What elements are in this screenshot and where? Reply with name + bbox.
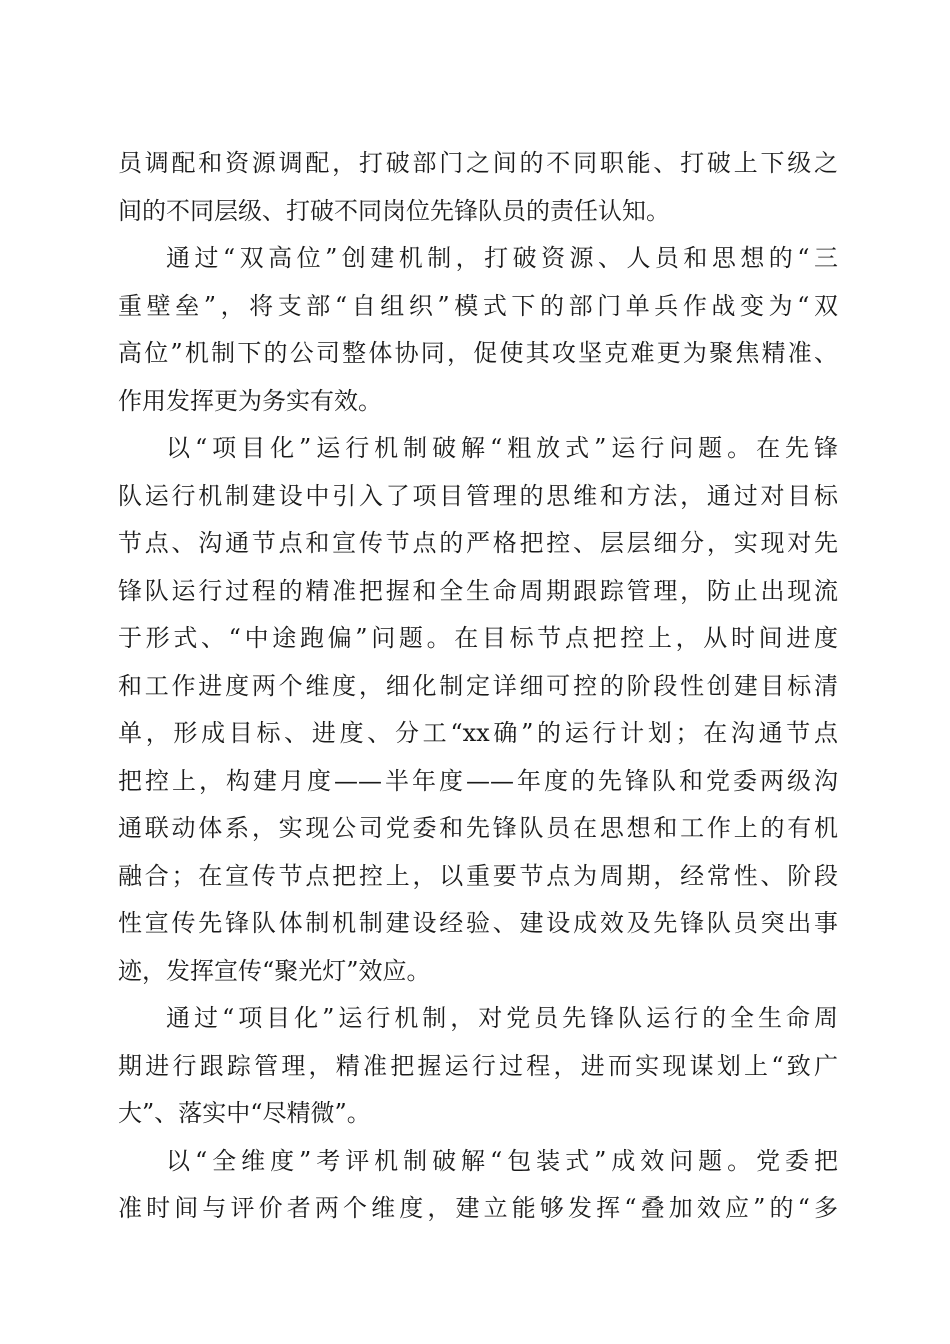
paragraph-1 xyxy=(118,140,838,235)
text-line: 锋队运行过程的精准把握和全生命周期跟踪管理，防止出现流 xyxy=(118,576,838,605)
text-line: 间的不同层级、打破不同岗位先锋队员的责任认知。 xyxy=(118,196,670,225)
document-body xyxy=(118,140,838,1233)
text-line: 迹，发挥宣传“聚光灯”效应。 xyxy=(118,956,431,985)
text-line: 于形式、“中途跑偏”问题。在目标节点把控上，从时间进度 xyxy=(118,624,838,652)
text-line: 节点、沟通节点和宣传节点的严格把控、层层细分，实现对先 xyxy=(118,529,838,557)
paragraph-5 xyxy=(118,1138,838,1233)
text-line: 和工作进度两个维度，细化制定详细可控的阶段性创建目标清 xyxy=(118,671,838,700)
text-line: 通过“双高位”创建机制，打破资源、人员和思想的“三 xyxy=(166,244,838,272)
text-line: 以“全维度”考评机制破解“包装式”成效问题。党委把 xyxy=(166,1146,838,1175)
text-line: 通过“项目化”运行机制，对党员先锋队运行的全生命周 xyxy=(166,1004,838,1032)
text-line: 把控上，构建月度——半年度——年度的先锋队和党委两级沟 xyxy=(118,766,838,795)
text-line: 大”、落实中“尽精微”。 xyxy=(118,1099,371,1127)
paragraph-4 xyxy=(118,995,838,1138)
text-line: 作用发挥更为务实有效。 xyxy=(118,386,382,415)
paragraph-3 xyxy=(118,425,838,995)
text-line: 重壁垒”，将支部“自组织”模式下的部门单兵作战变为“双 xyxy=(118,291,838,320)
text-line: 以“项目化”运行机制破解“粗放式”运行问题。在先锋 xyxy=(166,434,838,462)
text-line: 队运行机制建设中引入了项目管理的思维和方法，通过对目标 xyxy=(118,481,838,510)
text-line: 通联动体系，实现公司党委和先锋队员在思想和工作上的有机 xyxy=(118,814,838,842)
paragraph-2 xyxy=(118,235,838,425)
text-line: 单，形成目标、进度、分工“xx确”的运行计划；在沟通节点 xyxy=(118,719,838,747)
text-line: 准时间与评价者两个维度，建立能够发挥“叠加效应”的“多 xyxy=(118,1194,838,1222)
text-line: 期进行跟踪管理，精准把握运行过程，进而实现谋划上“致广 xyxy=(118,1051,838,1080)
text-line: 性宣传先锋队体制机制建设经验、建设成效及先锋队员突出事 xyxy=(118,909,838,937)
text-line: 员调配和资源调配，打破部门之间的不同职能、打破上下级之 xyxy=(118,149,838,177)
text-line: 高位”机制下的公司整体协同，促使其攻坚克难更为聚焦精准、 xyxy=(118,339,838,367)
text-line: 融合；在宣传节点把控上，以重要节点为周期，经常性、阶段 xyxy=(118,861,838,890)
